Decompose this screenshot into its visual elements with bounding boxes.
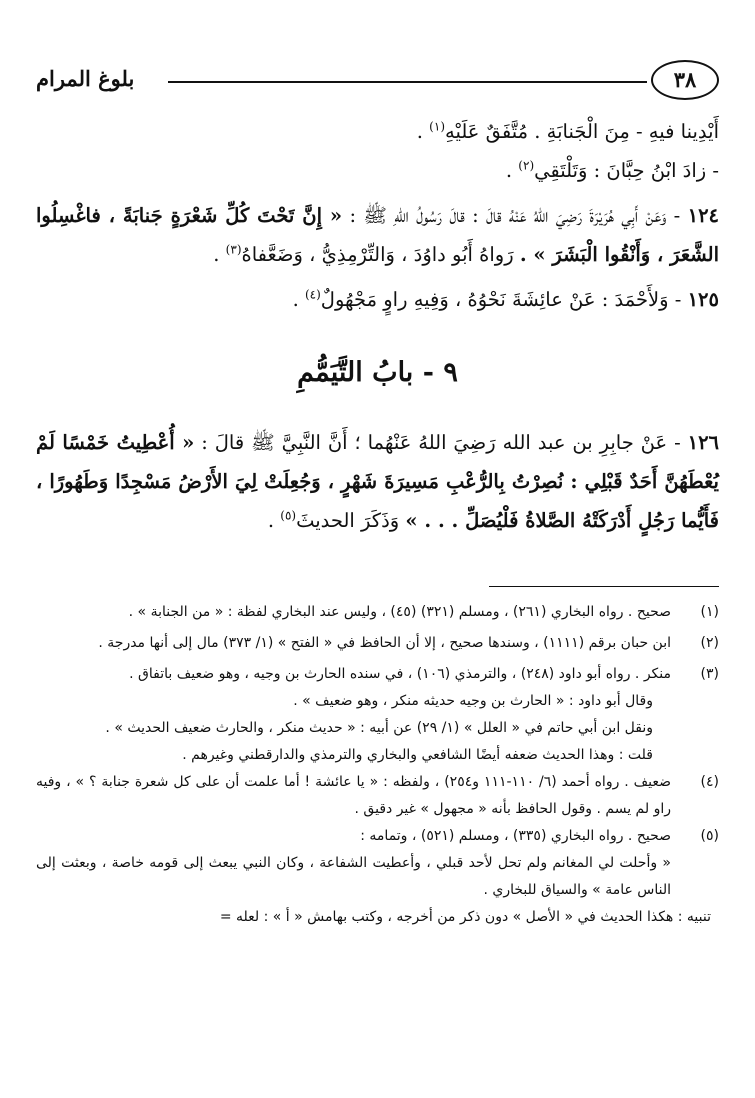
footnote-text: منكر . رواه أبو داود (٢٤٨) ، والترمذي (١٠٦) ، في سنده الحارث بن وجيه ، وهو ضعيف باتفاق . [129,666,671,682]
main-text [36,112,719,540]
hadith-text: - وَلأَحْمَدَ : عَنْ عائِشَةَ نَحْوُهُ ، وَفِيهِ راوٍ مَجْهُولٌ [320,288,682,311]
footnote-ref-2: (٢) [518,158,535,173]
hadith-tail: وَذَكَرَ الحديثَ [296,509,400,532]
running-header [36,58,719,102]
footnote-5-line-2: « وأحلت لي المغانم ولم تحل لأحد قبلي ، وأعطيت الشفاعة ، وكان النبي يبعث إلى قومه خاصة ، وبعثت إلى الناس عامة » والسياق للبخاري . [36,855,671,898]
footnote-ref-3: (٣) [225,242,242,257]
footnote-ref-1: (١) [429,119,445,134]
book-title: بلوغ المرام [36,66,135,91]
footnote-3-line-3: ونقل ابن أبي حاتم في « العلل » (١/ ٢٩) عن أبيه : « حديث منكر ، والحارث ضعيف الحديث » . [105,720,653,736]
footnote-5 [36,823,719,850]
footnote-ref-4: (٤) [304,287,321,302]
text-line-1: أَيْدِينا فيهِ - مِنَ الْجَنابَةِ . مُتَّفَقٌ عَلَيْهِ$^{(١)}$ . [416,119,719,143]
footnote-divider [489,586,719,587]
footnote-marker: (٢) [700,635,719,651]
text-line-2: - زادَ ابْنُ حِبَّانَ : وَتَلْتَقِي$^{(٢)}$ . [505,158,719,182]
footnote-marker: (١) [700,604,719,620]
hadith-126: ١٢٦ - عَنْ جابِرِ بن عبد الله رَضِيَ اللهُ عَنْهُما ؛ أَنَّ النَّبِيَّ ﷺ قالَ : « أُعْطِيتُ خَمْسًا لَمْ يُعْطَهُنَّ أَحَدٌ قَبْلِي : نُصِرْتُ بِالرُّعْبِ مَسِيرَةَ شَهْرٍ ، وَجُعِلَتْ لِيَ الأَرْضُ مَسْجِدًا وَطَهُورًا ، فَأَيُّما رَجُلٍ أَدْرَكَتْهُ الصَّلاةُ فَلْيُصَلِّ . . . » وَذَكَرَ الحديثَ$^{(٥)}$ . [36,431,720,532]
hadith-intro: - وَعَنْ أَبِي هُرَيْرَةَ رَضِيَ اللهُ عَنْهُ قالَ : قالَ رَسُولُ اللهِ ﷺ : [349,204,681,227]
footnotes [36,599,719,931]
hadith-intro: - عَنْ جابِرِ بن عبد الله رَضِيَ اللهُ عَنْهُما ؛ أَنَّ النَّبِيَّ ﷺ قالَ : [201,431,681,454]
footnote-marker: (٥) [700,828,719,844]
footnote-2 [36,630,719,657]
footnote-3-line-2: وقال أبو داود : « الحارث بن وجيه حديثه منكر ، وهو ضعيف » . [293,693,653,709]
hadith-source: رَواهُ أَبُو داوُدَ ، وَالتِّرْمِذِيُّ ، وَضَعَّفاهُ [241,243,514,266]
footnote-marker: (٤) [700,774,719,790]
footnote-text: ضعيف . رواه أحمد (٦/ ١١٠-١١١ و٢٥٤) ، ولفظه : « يا عائشة ! أما علمت أن على كل شعرة جنابة ؟ » ، وفيه راو لم يسم . وقول الحافظ بأنه « مجهول » غير دقيق . [36,774,671,817]
footnote-1 [36,599,719,626]
footnote-4 [36,769,719,823]
hadith-124: ١٢٤ - وَعَنْ أَبِي هُرَيْرَةَ رَضِيَ اللهُ عَنْهُ قالَ : قالَ رَسُولُ اللهِ ﷺ : « إِنَّ تَحْتَ كُلِّ شَعْرَةٍ جَنابَةً ، فاغْسِلُوا الشَّعَرَ ، وَأَنْقُوا الْبَشَرَ » . رَواهُ أَبُو داوُدَ ، وَالتِّرْمِذِيُّ ، وَضَعَّفاهُ$^{(٣)}$ . [36,204,720,266]
footnote-ref-5: (٥) [280,508,297,523]
page-number: ٣٨ [651,60,719,100]
hadith-number: ١٢٤ [687,204,720,227]
hadith-number: ١٢٦ [687,431,720,454]
footnote-text: صحيح . رواه البخاري (٣٣٥) ، ومسلم (٥٢١) ، وتمامه : [360,828,671,844]
footnote-marker: (٣) [700,666,719,682]
footnote-text: ابن حبان برقم (١١١١) ، وسندها صحيح ، إلا أن الحافظ في « الفتح » (١/ ٣٧٣) مال إلى أنها مدرجة . [98,635,671,651]
hadith-text: « إِنَّ تَحْتَ كُلِّ شَعْرَةٍ جَنابَةً ، فاغْسِلُوا الشَّعَرَ ، وَأَنْقُوا الْبَشَرَ » . [36,204,719,266]
chapter-heading: ٩ - بابُ التَّيَمُّمِ [297,357,458,388]
text-line-1-content: أَيْدِينا فيهِ - مِنَ الْجَنابَةِ . مُتَّفَقٌ عَلَيْهِ [445,120,719,143]
hadith-number: ١٢٥ [687,288,719,311]
book-page [36,58,719,1068]
header-rule [168,81,647,83]
text-line-2-content: - زادَ ابْنُ حِبَّانَ : وَتَلْتَقِي [534,159,719,182]
footnote-5-note: تنبيه : هكذا الحديث في « الأصل » دون ذكر من أخرجه ، وكتب بهامش « أ » : لعله = [219,909,711,925]
footnote-3 [36,661,719,688]
footnote-3-line-4: قلت : وهذا الحديث ضعفه أيضًا الشافعي والبخاري والترمذي والدارقطني وغيرهم . [182,747,653,763]
hadith-125: ١٢٥ - وَلأَحْمَدَ : عَنْ عائِشَةَ نَحْوُهُ ، وَفِيهِ راوٍ مَجْهُولٌ$^{(٤)}$ . [292,287,719,311]
hadith-text: « أُعْطِيتُ خَمْسًا لَمْ يُعْطَهُنَّ أَحَدٌ قَبْلِي : نُصِرْتُ بِالرُّعْبِ مَسِيرَةَ شَهْرٍ ، وَجُعِلَتْ لِيَ الأَرْضُ مَسْجِدًا وَطَهُورًا ، فَأَيُّما رَجُلٍ أَدْرَكَتْهُ الصَّلاةُ فَلْيُصَلِّ . . . » [36,431,719,532]
footnote-text: صحيح . رواه البخاري (٢٦١) ، ومسلم (٣٢١) (٤٥) ، وليس عند البخاري لفظة : « من الجنابة » . [128,604,671,620]
